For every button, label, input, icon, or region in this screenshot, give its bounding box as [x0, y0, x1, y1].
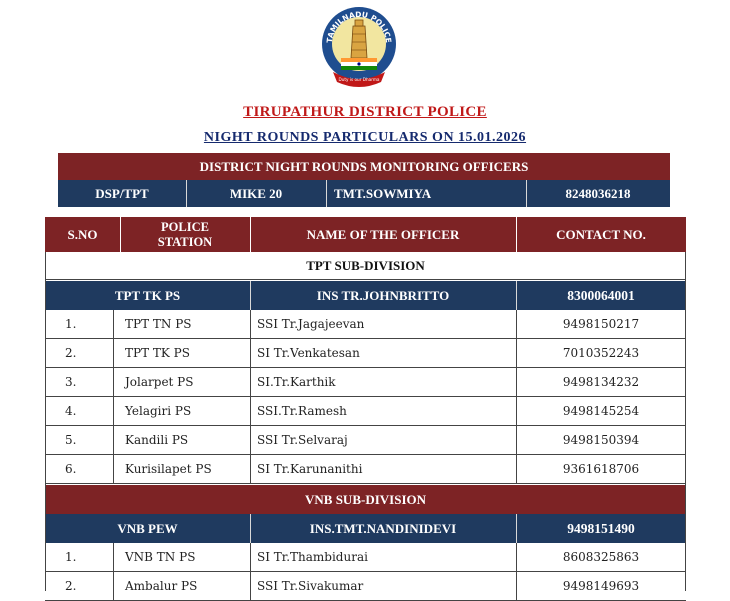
column-contact: CONTACT NO. — [556, 226, 646, 242]
row-officer: SI Tr.Venkatesan — [257, 346, 360, 360]
monitoring-officer: TMT.SOWMIYA — [334, 185, 432, 201]
row-officer: SSI Tr.Selvaraj — [257, 433, 348, 447]
monitoring-heading: DISTRICT NIGHT ROUNDS MONITORING OFFICERS — [199, 158, 529, 174]
row-contact: 9498149693 — [562, 579, 640, 593]
row-contact: 7010352243 — [562, 346, 640, 360]
row-station: Kurisilapet PS — [125, 462, 212, 476]
in-charge-contact: 9498151490 — [567, 520, 635, 536]
row-contact: 9498134232 — [562, 375, 640, 389]
in-charge-station: VNB PEW — [117, 520, 178, 536]
row-station: Jolarpet PS — [125, 375, 194, 389]
row-station: VNB TN PS — [125, 550, 196, 564]
division-in-charge-tpt — [45, 281, 686, 310]
monitoring-heading-bar — [58, 153, 670, 180]
page-title: TIRUPATHUR DISTRICT POLICE — [243, 104, 487, 120]
table-row — [45, 397, 686, 426]
row-contact: 9498150217 — [562, 317, 640, 331]
row-sno: 2. — [65, 346, 77, 360]
row-contact: 9361618706 — [562, 462, 640, 476]
row-officer: SSI Tr.Jagajeevan — [257, 317, 365, 331]
row-sno: 6. — [65, 462, 77, 476]
row-officer: SI.Tr.Karthik — [257, 375, 336, 389]
table-border-right — [685, 252, 686, 591]
row-sno: 1. — [65, 317, 77, 331]
row-officer: SI Tr.Thambidurai — [257, 550, 368, 564]
page-subtitle: NIGHT ROUNDS PARTICULARS ON 15.01.2026 — [203, 130, 527, 145]
row-sno: 1. — [65, 550, 77, 564]
monitoring-rank: DSP/TPT — [95, 185, 149, 201]
column-officer: NAME OF THE OFFICER — [306, 226, 460, 242]
row-station: Kandili PS — [125, 433, 189, 447]
monitoring-contact: 8248036218 — [565, 185, 631, 201]
tamil-nadu-police-emblem-icon — [319, 6, 399, 92]
table-row — [45, 455, 686, 484]
row-sno: 3. — [65, 375, 77, 389]
row-contact: 8608325863 — [562, 550, 640, 564]
table-row — [45, 572, 686, 601]
table-row — [45, 339, 686, 368]
row-station: Yelagiri PS — [125, 404, 192, 418]
in-charge-officer: INS TR.JOHNBRITTO — [316, 287, 450, 303]
row-officer: SSI Tr.Sivakumar — [257, 579, 364, 593]
table-row — [45, 426, 686, 455]
column-station: POLICE STATION — [157, 219, 213, 249]
table-border-left — [45, 252, 46, 591]
table-row — [45, 368, 686, 397]
column-sno: S.NO — [67, 226, 98, 242]
monitoring-call-sign: MIKE 20 — [229, 185, 283, 201]
emblem-ring-text: TAMILNADU POLICE — [324, 9, 394, 44]
monitoring-officer-bar — [58, 180, 670, 207]
row-sno: 4. — [65, 404, 77, 418]
table-row — [45, 543, 686, 572]
in-charge-contact: 8300064001 — [567, 287, 635, 303]
row-contact: 9498145254 — [562, 404, 640, 418]
row-station: TPT TN PS — [125, 317, 192, 331]
emblem-motto: Duty is our Dharma — [338, 77, 380, 82]
row-station: Ambalur PS — [125, 579, 198, 593]
table-row — [45, 310, 686, 339]
row-officer: SSI.Tr.Ramesh — [257, 404, 347, 418]
row-contact: 9498150394 — [562, 433, 640, 447]
division-heading-vnb: VNB SUB-DIVISION — [45, 485, 686, 514]
division-heading-tpt: TPT SUB-DIVISION — [45, 252, 686, 280]
in-charge-station: TPT TK PS — [114, 287, 181, 303]
in-charge-officer: INS.TMT.NANDINIDEVI — [309, 520, 457, 536]
division-in-charge-vnb — [45, 514, 686, 543]
row-station: TPT TK PS — [125, 346, 190, 360]
row-officer: SI Tr.Karunanithi — [257, 462, 363, 476]
row-sno: 5. — [65, 433, 77, 447]
table-header — [45, 217, 686, 252]
row-sno: 2. — [65, 579, 77, 593]
